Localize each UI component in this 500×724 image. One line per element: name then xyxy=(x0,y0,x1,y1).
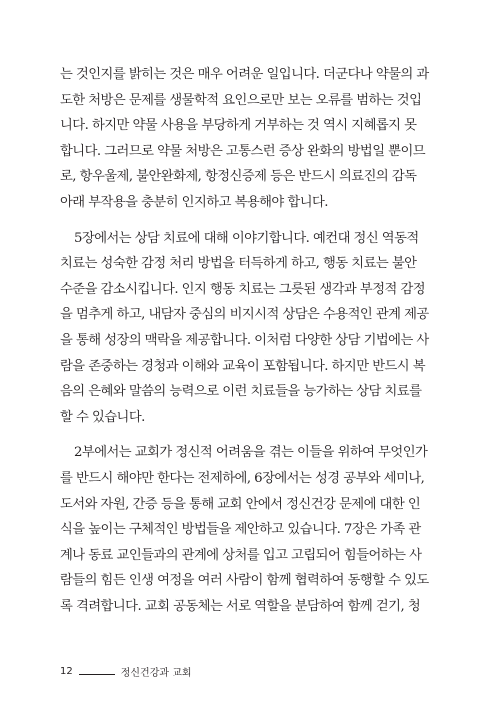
text-line: 합니다. 그러므로 약물 처방은 고통스런 증상 완화의 방법일 뿐이므 xyxy=(60,143,426,159)
page-footer xyxy=(60,664,192,679)
text-line: 5장에서는 상담 치료에 대해 이야기합니다. 예컨대 정신 역동적 xyxy=(74,230,419,246)
text-line: 2부에서는 교회가 정신적 어려움을 겪는 이들을 위하여 무엇인가 xyxy=(74,445,428,461)
text-line: 람들의 힘든 인생 여정을 여러 사람이 함께 협력하여 동행할 수 있도 xyxy=(60,573,429,589)
text-line: 로, 항우울제, 불안완화제, 항정신증제 등은 반드시 의료진의 감독 xyxy=(60,169,417,185)
text-line: 는 것인지를 밝히는 것은 매우 어려운 일입니다. 더군다나 약물의 과 xyxy=(60,67,429,82)
paragraph-gap xyxy=(60,430,440,440)
running-title: 정신건강과 교회 xyxy=(120,668,192,679)
text-line: 할 수 있습니다. xyxy=(60,409,145,425)
text-line: 아래 부작용을 충분히 인지하고 복용해야 합니다. xyxy=(60,194,328,210)
text-line: 계나 동료 교인들과의 관계에 상처를 입고 고립되어 힘들어하는 사 xyxy=(60,547,422,563)
text-line: 을 멈추게 하고, 내담자 중심의 비지시적 상담은 수용적인 관계 제공 xyxy=(60,307,429,323)
text-line: 수준을 감소시킵니다. 인지 행동 치료는 그릇된 생각과 부정적 감정 xyxy=(60,281,426,297)
body-text xyxy=(60,62,440,619)
text-line: 음의 은혜와 말씀의 능력으로 이런 치료들을 능가하는 상담 치료를 xyxy=(60,384,422,400)
text-line: 도한 처방은 문제를 생물학적 요인으로만 보는 오류를 범하는 것입 xyxy=(60,92,422,108)
text-line: 를 반드시 해야만 한다는 전제하에, 6장에서는 성경 공부와 세미나, xyxy=(60,470,425,486)
text-line: 니다. 하지만 약물 사용을 부당하게 거부하는 것 역시 지혜롭지 못 xyxy=(60,118,417,134)
text-line: 을 통해 성장의 맥락을 제공합니다. 이처럼 다양한 상담 기법에는 사 xyxy=(60,332,429,348)
footer-rule xyxy=(79,674,115,675)
text-line: 록 격려합니다. 교회 공동체는 서로 역할을 분담하여 함께 걷기, 청 xyxy=(60,598,421,614)
text-line: 치료는 성숙한 감정 처리 방법을 터득하게 하고, 행동 치료는 불안 xyxy=(60,256,417,272)
text-line: 람을 존중하는 경청과 이해와 교육이 포함됩니다. 하지만 반드시 복 xyxy=(60,358,426,374)
text-line: 도서와 자원, 간증 등을 통해 교회 안에서 정신건강 문제에 대한 인 xyxy=(60,496,421,512)
page-number: 12 xyxy=(60,666,73,677)
paragraph-gap xyxy=(60,216,440,226)
text-line: 식을 높이는 구체적인 방법들을 제안하고 있습니다. 7장은 가족 관 xyxy=(60,522,421,538)
